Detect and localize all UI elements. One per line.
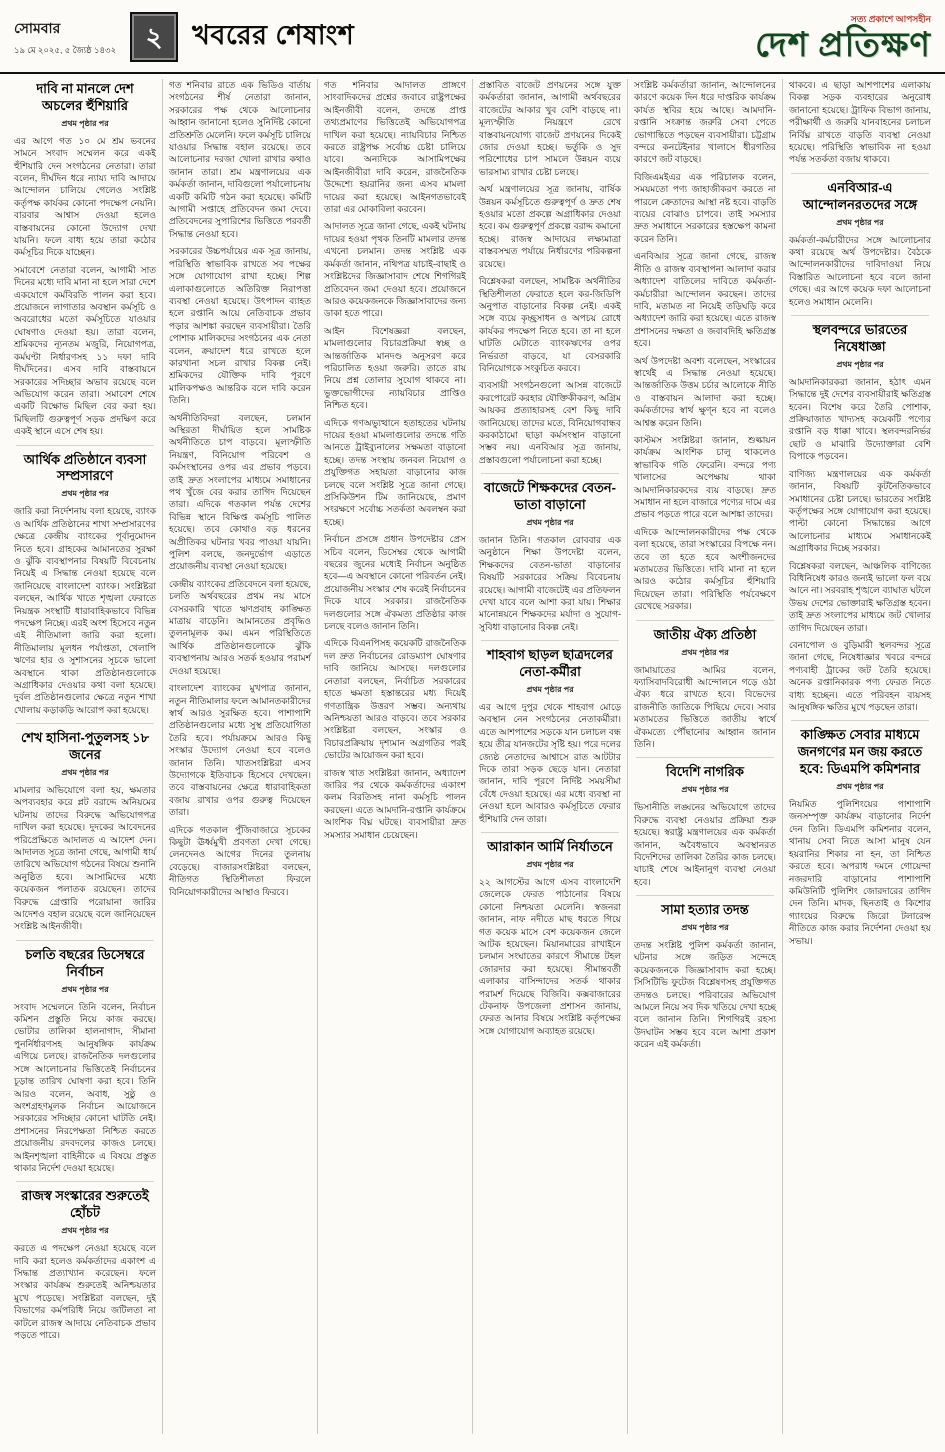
masthead-block	[755, 12, 931, 63]
article-body-paragraph: জামায়াতের আমির বলেন, ফ্যাসিবাদবিরোধী আন্দোলনে গড়ে ওঠা ঐক্য ধরে রাখতে হবে। বিভেদের রাজনীতি জাতিকে পিছিয়ে দেবে। সবার মতামতের ভিত্তিতে জাতীয় স্বার্থে ঐকমত্যে পৌঁছানোর আহ্বান জানান তিনি।	[634, 664, 776, 749]
article-body-paragraph: এর আগে দুপুর থেকে শাহবাগ মোড়ে অবস্থান নেন সংগঠনের নেতাকর্মীরা। এতে আশপাশের সড়কে যান চলাচল বন্ধ হয়ে তীব্র যানজটের সৃষ্টি হয়। পরে দলের জ্যেষ্ঠ নেতাদের আশ্বাসে রাত আটটার দিকে তারা সড়ক ছেড়ে যান। নেতারা জানান, দাবি পূরণে নির্দিষ্ট সময়সীমা বেঁধে দেওয়া হয়েছে। এর মধ্যে ব্যবস্থা না নেওয়া হলে আবারও কর্মসূচিতে ফেরার হুঁশিয়ারি দেন তারা।	[479, 702, 621, 824]
masthead-title: দেশ প্রতিক্ষণ	[755, 26, 931, 64]
article-body-paragraph: করতে এ পদক্ষেপ নেওয়া হয়েছে বলে দাবি করা হলেও কর্মকর্তাদের একাংশ এ সিদ্ধান্ত প্রত্যাখ্যান করেছেন। ফলে সংস্কার কার্যক্রম শুরুতেই অনিশ্চয়তার মুখে পড়েছে। সংশ্লিষ্টরা বলছেন, দুই বিভাগের কর্মপরিধি নিয়ে জটিলতা না কাটলে রাজস্ব আদায়ে নেতিবাচক প্রভাব পড়তে পারে।	[14, 1243, 156, 1340]
continued-from-front-label: প্রথম পৃষ্ঠার পর	[61, 489, 109, 499]
article-body-paragraph: সংশ্লিষ্ট কর্মকর্তারা জানান, আন্দোলনের কারণে কয়েক দিন ধরে দাপ্তরিক কার্যক্রম কার্যত স্থবির হয়ে আছে। আমদানি-রপ্তানি সংক্রান্ত জরুরি সেবা পেতে ভোগান্তিতে পড়ছেন ব্যবসায়ীরা। চট্টগ্রাম বন্দরে কনটেইনার খালাসে ধীরগতির কারণে জট বাড়ছে।	[634, 80, 776, 165]
article-headline: রাজস্ব সংস্কারের শুরুতেই হোঁচট	[16, 1181, 154, 1222]
column-1	[8, 79, 163, 1434]
masthead-tagline: সত্য প্রকাশে আপসহীন	[850, 13, 931, 24]
article-body-paragraph: এদিকে বিএনপিসহ কয়েকটি রাজনৈতিক দল দ্রুত নির্বাচনের রোডম্যাপ ঘোষণার দাবি জানিয়ে আসছে। দলগুলোর নেতারা বলছেন, নির্বাচিত সরকারের হাতে ক্ষমতা হস্তান্তরের মধ্য দিয়েই গণতান্ত্রিক উত্তরণ সম্ভব। অন্যথায় অনিশ্চয়তা আরও বাড়বে। তবে সরকার সংশ্লিষ্টরা বলছেন, সংস্কার ও বিচারপ্রক্রিয়ায় দৃশ্যমান অগ্রগতির পরই ভোটের আয়োজন করা হবে।	[324, 638, 466, 761]
article-body-paragraph: এদিকে গতকাল পুঁজিবাজারে সূচকের কিছুটা ঊর্ধ্বমুখী প্রবণতা দেখা গেছে। লেনদেনও আগের দিনের তুলনায় বেড়েছে। বাজারসংশ্লিষ্টরা বলছেন, নীতিগত স্থিতিশীলতা ফিরলে বিনিয়োগকারীদের আস্থাও ফিরবে।	[169, 824, 311, 897]
continued-from-front-label: প্রথম পৃষ্ঠার পর	[526, 685, 574, 694]
date-label: ১৯ মে ২০২৫, ৫ জ্যৈষ্ঠ ১৪৩২	[14, 44, 117, 55]
day-date-block	[14, 17, 116, 58]
article-body-paragraph: নির্বাচন প্রসঙ্গে প্রধান উপদেষ্টার প্রেস সচিব বলেন, ডিসেম্বর থেকে আগামী বছরের জুনের মধ্যেই নির্বাচন অনুষ্ঠিত হবে—এ অবস্থানে কোনো পরিবর্তন নেই। প্রয়োজনীয় সংস্কার শেষ করেই নির্বাচনের দিকে যাবে সরকার। রাজনৈতিক দলগুলোর সঙ্গে ঐকমত্য প্রতিষ্ঠার কাজ চলছে বলেও জানান তিনি।	[324, 534, 466, 632]
page-header	[0, 0, 945, 74]
continued-from-front-label: প্রথম পৃষ্ঠার পর	[61, 1226, 109, 1236]
article-headline: শাহবাগ ছাড়ল ছাত্রদলের নেতা-কর্মীরা	[481, 640, 619, 681]
article-headline: এনবিআর-এ আন্দোলনরতদের সঙ্গে	[791, 173, 929, 214]
article-headline: জাতীয় ঐক্য প্রতিষ্ঠা	[636, 620, 774, 644]
article-body-paragraph: ২২ আগস্টের আগে এসব বাংলাদেশি জেলেকে ফেরত পাঠানোর বিষয়ে কোনো নিশ্চয়তা মেলেনি। স্বজনরা জানান, নাফ নদীতে মাছ ধরতে গিয়ে গত কয়েক মাসে বেশ কয়েকজন জেলে আটক হয়েছেন। মিয়ানমারের রাখাইনে চলমান সংঘাতের কারণে সীমান্তে টহল জোরদার করা হয়েছে। সীমান্তবর্তী এলাকার বাসিন্দাদের সতর্ক থাকার পরামর্শ দিয়েছে বিজিবি। কক্সবাজারের টেকনাফ উপজেলা প্রশাসন জানায়, ফেরত আনার বিষয়ে সংশ্লিষ্ট কর্তৃপক্ষের সঙ্গে যোগাযোগ অব্যাহত রয়েছে।	[479, 876, 621, 1036]
article-headline: স্থলবন্দরে ভারতের নিষেধাজ্ঞা	[791, 315, 929, 356]
article-headline: কাঙ্ক্ষিত সেবার মাধ্যমে জনগণের মন জয় করতে হবে: ডিএমপি কমিশনার	[791, 720, 929, 778]
article-body-paragraph: কর্মকর্তা-কর্মচারীদের সঙ্গে আলোচনার কথা রয়েছে অর্থ উপদেষ্টার। বৈঠকে আন্দোলনকারীদের দাবিদাওয়া নিয়ে বিস্তারিত আলোচনা হবে বলে জানা গেছে। এর আগে কয়েক দফা আলোচনা হলেও সমাধান মেলেনি।	[789, 234, 931, 307]
column-4	[473, 79, 628, 1434]
continued-from-front-label: প্রথম পৃষ্ঠার পর	[526, 517, 574, 527]
article-headline: বাজেটে শিক্ষকদের বেতন-ভাতা বাড়ানো	[481, 473, 619, 514]
article-body-paragraph: কাস্টমস সংশ্লিষ্টরা জানান, শুল্কায়ন কার্যক্রম আংশিক চালু থাকলেও স্বাভাবিক গতি ফেরেনি। বন্দরে পণ্য খালাসের অপেক্ষায় থাকা আমদানিকারকদের ব্যয় বাড়ছে। দ্রুত সমাধান না হলে বাজারে পণ্যের দামে এর প্রভাব পড়তে পারে বলে আশঙ্কা তাদের।	[634, 434, 776, 520]
continued-from-front-label: প্রথম পৃষ্ঠার পর	[681, 647, 729, 657]
page-number-box	[130, 12, 178, 62]
continued-from-front-label: প্রথম পৃষ্ঠার পর	[61, 984, 109, 994]
article-body-paragraph: বিশ্লেষকরা বলছেন, আঞ্চলিক বাণিজ্যে বিধিনিষেধ কারও জন্যই ভালো ফল বয়ে আনে না। সরবরাহ শৃঙ্খলে ব্যাঘাত ঘটলে উভয় দেশের ভোক্তারাই ক্ষতিগ্রস্ত হবেন। তাই দ্রুত সংলাপের মাধ্যমে জট খোলার তাগিদ দিয়েছেন তারা।	[789, 560, 931, 633]
article-body-paragraph: বাণিজ্য মন্ত্রণালয়ের এক কর্মকর্তা জানান, বিষয়টি কূটনৈতিকভাবে সমাধানের চেষ্টা চলছে। ভারতের সংশ্লিষ্ট কর্তৃপক্ষের সঙ্গে যোগাযোগ করা হয়েছে। পাল্টা কোনো সিদ্ধান্তের আগে আলোচনার মাধ্যমে সমাধানকেই অগ্রাধিকার দিচ্ছে সরকার।	[789, 468, 931, 554]
page-number: ২	[145, 22, 163, 52]
article-body-paragraph: বাংলাদেশ ব্যাংকের মুখপাত্র জানান, নতুন নীতিমালার ফলে আমানতকারীদের স্বার্থ আরও সুরক্ষিত হবে। পাশাপাশি প্রতিষ্ঠানগুলোর মধ্যে সুস্থ প্রতিযোগিতা তৈরি হবে। পর্যায়ক্রমে আরও কিছু সংস্কার উদ্যোগ নেওয়া হবে বলেও জানান তিনি। খাতসংশ্লিষ্টরা এসব উদ্যোগকে ইতিবাচক হিসেবে দেখছেন। তবে বাস্তবায়নের ক্ষেত্রে ধারাবাহিকতা বজায় রাখার ওপর গুরুত্ব দিয়েছেন তারা।	[169, 683, 311, 818]
article-body-paragraph: অর্থ মন্ত্রণালয়ের সূত্র জানায়, বার্ষিক উন্নয়ন কর্মসূচিতে গুরুত্বপূর্ণ ও দ্রুত শেষ হওয়ার মতো প্রকল্পে অগ্রাধিকার দেওয়া হবে। কম গুরুত্বপূর্ণ প্রকল্পে বরাদ্দ কমানো হচ্ছে। রাজস্ব আদায়ের লক্ষ্যমাত্রা বাস্তবসম্মত পর্যায়ে নির্ধারণের পরিকল্পনা রয়েছে।	[479, 184, 621, 269]
continued-from-front-label: প্রথম পৃষ্ঠার পর	[681, 785, 729, 795]
article-body-paragraph: গত শনিবার রাতে এক ভিডিও বার্তায় সংগঠনের শীর্ষ নেতারা জানান, সরকারের পক্ষ থেকে আলোচনার আহ্বান জানানো হলেও সুনির্দিষ্ট কোনো প্রতিশ্রুতি মেলেনি। ফলে কর্মসূচি চালিয়ে যাওয়ার সিদ্ধান্ত বহাল রয়েছে। তবে আলোচনার দরজা খোলা রাখার কথাও জানান তারা। শ্রম মন্ত্রণালয়ের এক কর্মকর্তা জানান, দাবিগুলো পর্যালোচনায় একটি কমিটি গঠন করা হয়েছে। কমিটি আগামী সপ্তাহে প্রতিবেদন জমা দেবে। প্রতিবেদনের সুপারিশের ভিত্তিতে পরবর্তী সিদ্ধান্ত নেওয়া হবে।	[169, 80, 311, 239]
article-body-paragraph: সরকারের উচ্চপর্যায়ের এক সূত্র জানায়, পরিস্থিতি স্বাভাবিক রাখতে সব পক্ষের সঙ্গে যোগাযোগ রাখা হচ্ছে। শিল্প এলাকাগুলোতে অতিরিক্ত নিরাপত্তা ব্যবস্থা নেওয়া হয়েছে। উৎপাদন ব্যাহত হলে রপ্তানি আয়ে নেতিবাচক প্রভাব পড়ার আশঙ্কা করছেন ব্যবসায়ীরা। তৈরি পোশাক মালিকদের সংগঠনের এক নেতা বলেন, ক্রয়াদেশ ধরে রাখতে হলে কারখানা সচল রাখার বিকল্প নেই। শ্রমিকদের যৌক্তিক দাবি পূরণে মালিকপক্ষও আন্তরিক বলে দাবি করেন তিনি।	[169, 246, 311, 406]
weekday-label: সোমবার	[14, 19, 61, 36]
article-body-paragraph: আমদানিকারকরা জানান, হঠাৎ এমন সিদ্ধান্তে দুই দেশের ব্যবসায়ীরাই ক্ষতিগ্রস্ত হবেন। বিশেষ করে তৈরি পোশাক, প্রক্রিয়াজাত খাদ্যসহ কয়েকটি পণ্যের রপ্তানি বড় ধাক্কা খাবে। স্থলবন্দরনির্ভর ছোট ও মাঝারি উদ্যোক্তারা বেশি বিপাকে পড়বেন।	[789, 376, 931, 462]
column-5	[628, 79, 783, 1434]
article-body-paragraph: এদিকে গণঅভ্যুত্থানে হতাহতের ঘটনায় দায়ের হওয়া মামলাগুলোর তদন্তে গতি আনতে ট্রাইব্যুনালের সক্ষমতা বাড়ানো হচ্ছে। তদন্ত সংস্থায় জনবল নিয়োগ ও প্রযুক্তিগত সহায়তা বাড়ানোর কাজ চলছে বলে সংশ্লিষ্ট সূত্রে জানা গেছে। প্রসিকিউশন টিম জানিয়েছে, প্রমাণ সংরক্ষণে সর্বোচ্চ সতর্কতা অবলম্বন করা হচ্ছে।	[324, 417, 466, 527]
article-body-paragraph: থাকবে। এ ছাড়া আশপাশের এলাকায় বিকল্প সড়ক ব্যবহারের অনুরোধ জানানো হয়েছে। ট্রাফিক বিভাগ জানায়, পরীক্ষার্থী ও জরুরি যানবাহনের চলাচল নির্বিঘ্ন রাখতে বাড়তি ব্যবস্থা নেওয়া হয়েছে। পরিস্থিতি স্বাভাবিক না হওয়া পর্যন্ত সতর্কতা বজায় থাকবে।	[789, 80, 931, 165]
article-headline: বিদেশি নাগরিক	[636, 757, 774, 781]
article-headline: আরাকান আর্মি নির্যাতনে	[481, 832, 619, 856]
article-body-paragraph: জারি করা নির্দেশনায় বলা হয়েছে, ব্যাংক ও আর্থিক প্রতিষ্ঠানের শাখা সম্প্রসারণের ক্ষেত্রে কেন্দ্রীয় ব্যাংকের পূর্বানুমোদন নিতে হবে। গ্রাহকের আমানতের সুরক্ষা ও ঝুঁকি ব্যবস্থাপনার বিষয়টি বিবেচনায় নিয়েই এ সিদ্ধান্ত নেওয়া হয়েছে বলে জানিয়েছে বাংলাদেশ ব্যাংক। সংশ্লিষ্টরা বলছেন, আর্থিক খাতে শৃঙ্খলা ফেরাতে নিয়ন্ত্রক সংস্থাটি ধারাবাহিকভাবে বিভিন্ন পদক্ষেপ নিচ্ছে। এরই অংশ হিসেবে নতুন এই নীতিমালা জারি করা হলো। নীতিমালায় মূলধন পর্যাপ্ততা, খেলাপি ঋণের হার ও সুশাসনের সূচকে ভালো অবস্থানে থাকা প্রতিষ্ঠানগুলোকে অগ্রাধিকার দেওয়ার কথা বলা হয়েছে। দুর্বল প্রতিষ্ঠানগুলোর ক্ষেত্রে নতুন শাখা খোলায় কড়াকড়ি আরোপ করা হয়েছে।	[14, 506, 156, 715]
article-headline: সামা হত্যার তদন্ত	[636, 895, 774, 919]
article-body-paragraph: ভিসানীতি লঙ্ঘনের অভিযোগে তাদের বিরুদ্ধে ব্যবস্থা নেওয়ার প্রক্রিয়া শুরু হয়েছে। স্বরাষ্ট্র মন্ত্রণালয়ের এক কর্মকর্তা জানান, অবৈধভাবে অবস্থানরত বিদেশিদের তালিকা তৈরির কাজ চলছে। যাচাই শেষে আইনানুগ ব্যবস্থা নেওয়া হবে।	[634, 802, 776, 887]
article-headline: শেখ হাসিনা-পুতুলসহ ১৮ জনের	[16, 723, 154, 764]
article-body-paragraph: ব্যবসায়ী সংগঠনগুলো আসন্ন বাজেটে করপোরেট করহার যৌক্তিকীকরণ, অগ্রিম আয়কর প্রত্যাহারসহ বেশ কিছু দাবি জানিয়েছে। তাদের মতে, বিনিয়োগবান্ধব করকাঠামো ছাড়া কর্মসংস্থান বাড়ানো সম্ভব নয়। এনবিআর সূত্র জানায়, প্রস্তাবগুলো পর্যালোচনা করা হচ্ছে।	[479, 380, 621, 465]
continued-from-front-label: প্রথম পৃষ্ঠার পর	[836, 217, 884, 227]
article-headline: চলতি বছরের ডিসেম্বরে নির্বাচন	[16, 940, 154, 981]
continued-from-front-label: প্রথম পৃষ্ঠার পর	[681, 923, 729, 933]
article-body-paragraph: সমাবেশে নেতারা বলেন, আগামী সাত দিনের মধ্যে দাবি মানা না হলে সারা দেশে একযোগে কর্মবিরতি পালন করা হবে। প্রয়োজনে লাগাতার অবস্থান কর্মসূচি ও অবরোধের মতো কর্মসূচিতে যাওয়ার ঘোষণাও দেওয়া হয়। তারা বলেন, শ্রমিকদের ন্যূনতম মজুরি, নিয়োগপত্র, কর্মঘণ্টা নির্ধারণসহ ১১ দফা দাবি দীর্ঘদিনের। এসব দাবি বাস্তবায়নে সরকারের সদিচ্ছার অভাব রয়েছে বলে অভিযোগ করেন তারা। সমাবেশ শেষে একটি বিক্ষোভ মিছিল বের করা হয়। মিছিলটি গুরুত্বপূর্ণ সড়ক প্রদক্ষিণ করে একই স্থানে এসে শেষ হয়।	[14, 264, 156, 437]
article-body-paragraph: আদালত সূত্রে জানা গেছে, একই ঘটনায় দায়ের হওয়া পৃথক তিনটি মামলার তদন্ত এখনো চলমান। তদন্ত সংশ্লিষ্ট এক কর্মকর্তা জানান, নথিপত্র যাচাই-বাছাই ও সংশ্লিষ্টদের জিজ্ঞাসাবাদ শেষে শিগগিরই প্রতিবেদন জমা দেওয়া হবে। প্রয়োজনে আরও কয়েকজনকে জিজ্ঞাসাবাদের জন্য ডাকা হতে পারে।	[324, 221, 466, 319]
article-body-paragraph: জানান তিনি। গতকাল রোববার এক অনুষ্ঠানে শিক্ষা উপদেষ্টা বলেন, শিক্ষকদের বেতন-ভাতা বাড়ানোর বিষয়টি সরকারের সক্রিয় বিবেচনায় রয়েছে। আগামী বাজেটেই এর প্রতিফলন দেখা যাবে বলে আশা করা যায়। শিক্ষার মানোন্নয়নে শিক্ষকদের মর্যাদা ও সুযোগ-সুবিধা বাড়ানোর বিকল্প নেই।	[479, 534, 621, 632]
article-body-paragraph: তদন্ত সংশ্লিষ্ট পুলিশ কর্মকর্তা জানান, ঘটনার সঙ্গে জড়িত সন্দেহে কয়েকজনকে জিজ্ঞাসাবাদ করা হচ্ছে। সিসিটিভি ফুটেজ বিশ্লেষণসহ প্রযুক্তিগত তদন্তও চলছে। পরিবারের অভিযোগ আমলে নিয়ে সব দিক খতিয়ে দেখা হচ্ছে বলে জানান তিনি। শিগগিরই রহস্য উদঘাটন সম্ভব হবে বলে আশা প্রকাশ করেন এই কর্মকর্তা।	[634, 940, 776, 1050]
article-body-paragraph: গত শনিবার আদালত প্রাঙ্গণে সাংবাদিকদের প্রশ্নের জবাবে রাষ্ট্রপক্ষের আইনজীবী বলেন, তদন্তে প্রাপ্ত তথ্যপ্রমাণের ভিত্তিতেই অভিযোগপত্র দাখিল করা হয়েছে। ন্যায়বিচার নিশ্চিত করতে রাষ্ট্রপক্ষ সর্বোচ্চ চেষ্টা চালিয়ে যাবে। অন্যদিকে আসামিপক্ষের আইনজীবীরা দাবি করেন, রাজনৈতিক উদ্দেশ্যে হয়রানির জন্য এসব মামলা দায়ের করা হয়েছে। আইনগতভাবেই তারা এর মোকাবিলা করবেন।	[324, 80, 466, 215]
column-2	[163, 79, 318, 1434]
column-6	[783, 79, 937, 1434]
article-body-paragraph: অর্থনীতিবিদরা বলছেন, চলমান অস্থিরতা দীর্ঘায়িত হলে সামষ্টিক অর্থনীতিতে চাপ বাড়বে। মূল্যস্ফীতি নিয়ন্ত্রণ, বিনিয়োগ পরিবেশ ও কর্মসংস্থানের ওপর এর প্রভাব পড়বে। তাই দ্রুত সংলাপের মাধ্যমে সমাধানের পথ খুঁজে বের করার তাগিদ দিয়েছেন তারা। এদিকে গতকাল পর্যন্ত দেশের বিভিন্ন স্থানে বিক্ষিপ্ত কর্মসূচি পালিত হয়েছে। তবে কোথাও বড় ধরনের অপ্রীতিকর ঘটনার খবর পাওয়া যায়নি। পুলিশ বলছে, জনদুর্ভোগ এড়াতে প্রয়োজনীয় ব্যবস্থা নেওয়া হয়েছে।	[169, 412, 311, 572]
continued-from-front-label: প্রথম পৃষ্ঠার পর	[526, 859, 574, 869]
article-body-paragraph: এদিকে আন্দোলনকারীদের পক্ষ থেকে বলা হয়েছে, তারা সংস্কারের বিপক্ষে নন। তবে তা হতে হবে অংশীজনদের মতামতের ভিত্তিতে। দাবি মানা না হলে আরও কঠোর কর্মসূচির হুঁশিয়ারি দিয়েছেন তারা। পরিস্থিতি পর্যবেক্ষণে রেখেছে সরকার।	[634, 526, 776, 612]
continued-from-front-label: প্রথম পৃষ্ঠার পর	[61, 768, 109, 777]
article-body-paragraph: বিজিএমইএর এক পরিচালক বলেন, সময়মতো পণ্য জাহাজীকরণ করতে না পারলে ক্রেতাদের আস্থা নষ্ট হবে। বাড়তি ব্যয়ের বোঝাও চাপবে। তাই সমস্যার দ্রুত সমাধানে সরকারের হস্তক্ষেপ কামনা করেন তিনি।	[634, 171, 776, 244]
columns	[0, 74, 945, 1442]
article-body-paragraph: মামলার অভিযোগে বলা হয়, ক্ষমতার অপব্যবহার করে প্লট বরাদ্দে অনিয়মের ঘটনায় তাদের বিরুদ্ধে অভিযোগপত্র দাখিল করা হয়েছে। দুদকের আবেদনের পরিপ্রেক্ষিতে আদালত এ আদেশ দেন। আদালত সূত্রে জানা গেছে, আগামী ধার্য তারিখে অভিযোগ গঠনের বিষয়ে শুনানি অনুষ্ঠিত হবে। আসামিদের মধ্যে কয়েকজন পলাতক রয়েছেন। তাদের বিরুদ্ধে গ্রেপ্তারি পরোয়ানা জারির আদেশও বহাল রয়েছে বলে জানিয়েছেন সংশ্লিষ্ট আইনজীবী।	[14, 785, 156, 932]
article-body-paragraph: এর আগে গত ১০ মে শ্রম ভবনের সামনে সংবাদ সম্মেলন করে একই হুঁশিয়ারি দেন সংগঠনের নেতারা। তারা বলেন, দীর্ঘদিন ধরে ন্যায্য দাবি আদায়ে আন্দোলন চালিয়ে গেলেও সংশ্লিষ্ট কর্তৃপক্ষ কার্যকর কোনো পদক্ষেপ নেয়নি। বারবার আশ্বাস দেওয়া হলেও বাস্তবায়নের কোনো উদ্যোগ দেখা যায়নি। ফলে বাধ্য হয়ে তারা কঠোর কর্মসূচির দিকে যাচ্ছেন।	[14, 135, 156, 258]
article-body-paragraph: আইন বিশেষজ্ঞরা বলছেন, মামলাগুলোর বিচারপ্রক্রিয়া স্বচ্ছ ও আন্তর্জাতিক মানদণ্ড অনুসরণ করে পরিচালিত হওয়া জরুরি। তাতে রায় নিয়ে প্রশ্ন তোলার সুযোগ থাকবে না। ভুক্তভোগীদের ন্যায়বিচার প্রাপ্তিও নিশ্চিত হবে।	[324, 325, 466, 411]
article-body-paragraph: প্রস্তাবিত বাজেট প্রণয়নের সঙ্গে যুক্ত কর্মকর্তারা জানান, আগামী অর্থবছরের বাজেটের আকার খুব বেশি বাড়ছে না। মূল্যস্ফীতি নিয়ন্ত্রণে রেখে বাস্তবায়নযোগ্য বাজেট প্রণয়নের দিকেই জোর দেওয়া হচ্ছে। ভর্তুকি ও সুদ পরিশোধের চাপ সামলে উন্নয়ন ব্যয়ে ভারসাম্য রাখার চেষ্টা চলছে।	[479, 80, 621, 177]
continued-from-front-label: প্রথম পৃষ্ঠার পর	[61, 118, 109, 128]
article-body-paragraph: নিয়মিত পুলিশিংয়ের পাশাপাশি জনসম্পৃক্ত কার্যক্রম বাড়ানোর নির্দেশ দেন তিনি। ডিএমপি কমিশনার বলেন, থানায় সেবা নিতে আসা মানুষ যেন হয়রানির শিকার না হন, তা নিশ্চিত করতে হবে। অপরাধ দমনে গোয়েন্দা নজরদারি বাড়ানোর পাশাপাশি কমিউনিটি পুলিশিং জোরদারের তাগিদ দেন তিনি। মাদক, ছিনতাই ও কিশোর গ্যাংয়ের বিরুদ্ধে জিরো টলারেন্স নীতিতে কাজ করার নির্দেশনা দেওয়া হয় সভায়।	[789, 799, 931, 946]
article-body-paragraph: বিশ্লেষকরা বলছেন, সামষ্টিক অর্থনীতির স্থিতিশীলতা ফেরাতে হলে কর-জিডিপি অনুপাত বাড়ানোর বিকল্প নেই। একই সঙ্গে ব্যয়ে কৃচ্ছ্রসাধন ও অপচয় রোধে কার্যকর পদক্ষেপ নিতে হবে। তা না হলে ঘাটতি মেটাতে ব্যাংকঋণের ওপর নির্ভরতা বাড়বে, যা বেসরকারি বিনিয়োগকে সংকুচিত করবে।	[479, 276, 621, 373]
article-body-paragraph: কেন্দ্রীয় ব্যাংকের প্রতিবেদনে বলা হয়েছে, চলতি অর্থবছরের প্রথম নয় মাসে বেসরকারি খাতে ঋণপ্রবাহ কাঙ্ক্ষিত মাত্রায় বাড়েনি। আমানতের প্রবৃদ্ধিও তুলনামূলক কম। এমন পরিস্থিতিতে আর্থিক প্রতিষ্ঠানগুলোকে ঝুঁকি ব্যবস্থাপনায় আরও সতর্ক হওয়ার পরামর্শ দেওয়া হয়েছে।	[169, 578, 312, 676]
article-headline: আর্থিক প্রতিষ্ঠানে ব্যবসা সম্প্রসারণে	[16, 445, 154, 486]
article-body-paragraph: বেনাপোল ও বুড়িমারী স্থলবন্দর সূত্রে জানা গেছে, নিষেধাজ্ঞার খবরে বন্দরে পণ্যবাহী ট্রাকের জট তৈরি হয়েছে। অনেক রপ্তানিকারক পণ্য ফেরত নিতে বাধ্য হচ্ছেন। এতে পরিবহন ব্যয়সহ আনুষঙ্গিক ক্ষতির মুখে পড়ছেন তারা।	[789, 639, 931, 712]
column-3	[318, 79, 473, 1434]
article-headline: দাবি না মানলে দেশ অচলের হুঁশিয়ারি	[36, 81, 134, 113]
section-title: খবরের শেষাংশ	[192, 19, 355, 50]
article-body-paragraph: সংবাদ সম্মেলনে তিনি বলেন, নির্বাচন কমিশন প্রস্তুতি নিয়ে কাজ করছে। ভোটার তালিকা হালনাগাদ, সীমানা পুনর্নির্ধারণসহ আনুষঙ্গিক কার্যক্রম এগিয়ে চলছে। রাজনৈতিক দলগুলোর সঙ্গে আলোচনার ভিত্তিতেই নির্বাচনের চূড়ান্ত তারিখ ঘোষণা করা হবে। তিনি আরও বলেন, অবাধ, সুষ্ঠু ও অংশগ্রহণমূলক নির্বাচন আয়োজনে সরকারের সদিচ্ছার কোনো ঘাটতি নেই। প্রশাসনের নিরপেক্ষতা নিশ্চিত করতে প্রয়োজনীয় রদবদলের কাজও চলছে। আইনশৃঙ্খলা বাহিনীকে এ বিষয়ে প্রস্তুত থাকার নির্দেশ দেওয়া হয়েছে।	[14, 1001, 156, 1173]
article-body-paragraph: এনবিআর সূত্রে জানা গেছে, রাজস্ব নীতি ও রাজস্ব ব্যবস্থাপনা আলাদা করার অধ্যাদেশ বাতিলের দাবিতে কর্মকর্তা-কর্মচারীরা আন্দোলন করছেন। তাদের দাবি, মতামত না নিয়েই তড়িঘড়ি করে অধ্যাদেশ জারি করা হয়েছে। এতে রাজস্ব প্রশাসনের দক্ষতা ও জবাবদিহি ক্ষতিগ্রস্ত হবে।	[634, 251, 776, 349]
article-body-paragraph: অর্থ উপদেষ্টা অবশ্য বলেছেন, সংস্কারের স্বার্থেই এ সিদ্ধান্ত নেওয়া হয়েছে। আন্তর্জাতিক উত্তম চর্চার আলোকে নীতি ও বাস্তবায়ন আলাদা করা হচ্ছে। কর্মকর্তাদের স্বার্থ ক্ষুণ্ন হবে না বলেও আশ্বস্ত করেন তিনি।	[634, 355, 776, 428]
continued-from-front-label: প্রথম পৃষ্ঠার পর	[836, 359, 884, 369]
article-body-paragraph: রাজস্ব খাত সংশ্লিষ্টরা জানান, অধ্যাদেশ জারির পর থেকে কর্মকর্তাদের একাংশ কলম বিরতিসহ নানা কর্মসূচি পালন করছেন। এতে আমদানি-রপ্তানি কার্যক্রমে আংশিক বিঘ্ন ঘটছে। ব্যবসায়ীরা দ্রুত সমস্যার সমাধান চেয়েছেন।	[324, 767, 466, 840]
continued-from-front-label: প্রথম পৃষ্ঠার পর	[836, 782, 884, 792]
